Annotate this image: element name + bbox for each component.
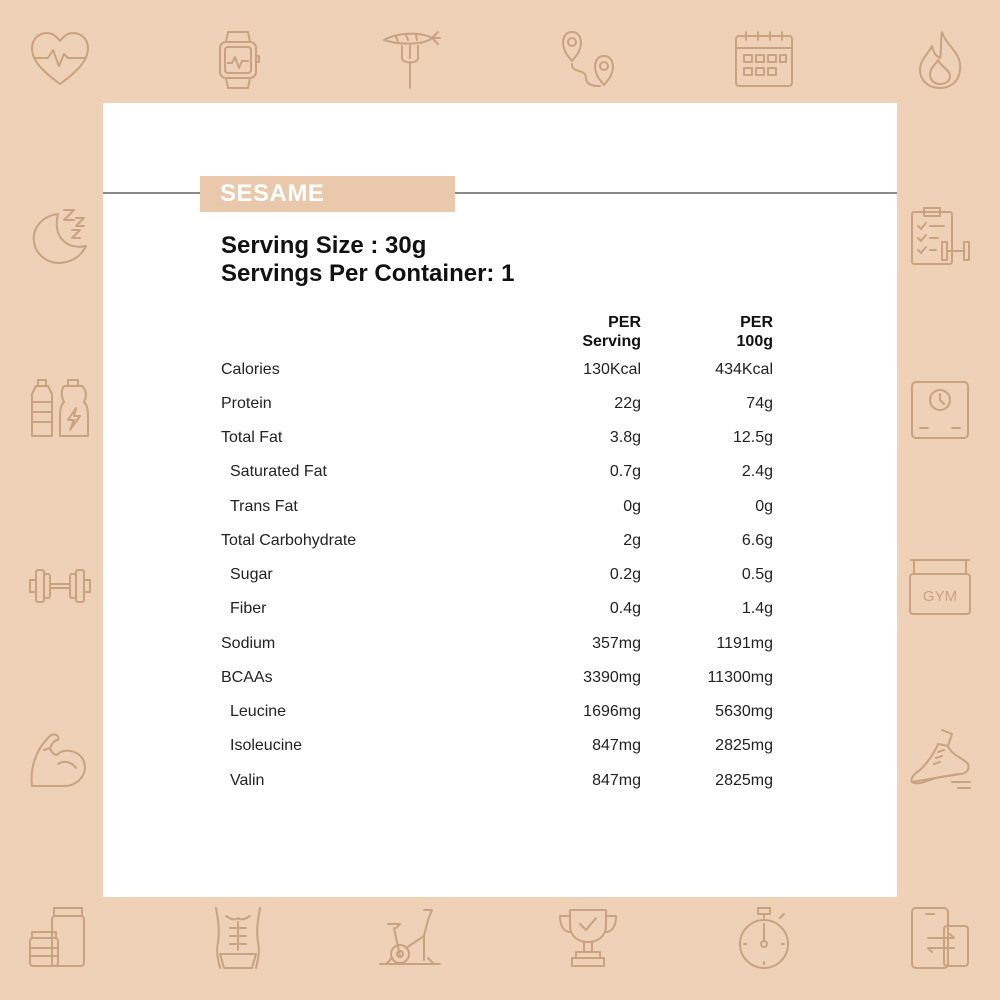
per-100g-value: 6.6g xyxy=(741,532,773,549)
nutrient-label: Isoleucine xyxy=(230,737,303,754)
per-100g-value: 5630mg xyxy=(715,703,773,720)
per-serving-value: 0g xyxy=(623,498,641,515)
calendar-icon xyxy=(732,28,796,92)
supplement-jars-icon xyxy=(28,906,92,970)
nutrient-label: Sodium xyxy=(221,635,276,652)
exercise-bike-icon xyxy=(378,906,442,970)
header-per-100g-line1: PER xyxy=(740,314,773,331)
header-per-100g xyxy=(737,313,773,351)
nutrition-card xyxy=(103,103,897,897)
table-row xyxy=(221,429,773,453)
per-100g-value: 0g xyxy=(755,498,773,515)
nutrient-label: Calories xyxy=(221,361,280,378)
nutrient-label: Fiber xyxy=(230,600,267,617)
table-row xyxy=(221,566,773,590)
table-row xyxy=(221,703,773,727)
nutrient-label: Leucine xyxy=(230,703,287,720)
per-100g-value: 1191mg xyxy=(716,635,773,652)
per-serving-value: 0.7g xyxy=(609,463,641,480)
bottles-icon xyxy=(28,378,92,442)
per-serving-value: 22g xyxy=(614,395,641,412)
nutrient-label: Protein xyxy=(221,395,272,412)
per-100g-value: 434Kcal xyxy=(715,361,773,378)
per-serving-value: 3390mg xyxy=(583,669,641,686)
product-tag xyxy=(200,176,455,212)
flame-icon xyxy=(908,28,972,92)
scale-icon xyxy=(908,378,972,442)
running-shoe-icon xyxy=(908,728,972,792)
nutrient-label: Valin xyxy=(230,772,265,789)
sleep-moon-icon xyxy=(28,204,92,268)
nutrient-label: Total Carbohydrate xyxy=(221,532,357,549)
per-serving-value: 357mg xyxy=(592,635,641,652)
per-serving-value: 1696mg xyxy=(583,703,641,720)
header-per-100g-line2: 100g xyxy=(736,333,773,350)
per-serving-value: 2g xyxy=(623,532,641,549)
product-name: SESAME xyxy=(220,180,325,207)
table-row xyxy=(221,772,773,796)
per-100g-value: 2825mg xyxy=(715,737,773,754)
nutrient-label: Sugar xyxy=(230,566,273,583)
carrot-fork-icon xyxy=(378,28,442,92)
header-per-serving xyxy=(582,313,641,351)
smartwatch-icon xyxy=(206,28,270,92)
per-100g-value: 0.5g xyxy=(741,566,773,583)
per-serving-value: 130Kcal xyxy=(583,361,641,378)
serving-size: Serving Size : 30g xyxy=(221,232,427,259)
table-row xyxy=(221,635,773,659)
phone-sync-icon xyxy=(908,906,972,970)
per-100g-value: 2.4g xyxy=(741,463,773,480)
per-serving-value: 0.2g xyxy=(609,566,641,583)
dumbbell-icon xyxy=(28,554,92,618)
route-pins-icon xyxy=(556,28,620,92)
servings-per-container: Servings Per Container: 1 xyxy=(221,260,515,287)
trophy-icon xyxy=(556,906,620,970)
table-row xyxy=(221,463,773,487)
per-serving-value: 847mg xyxy=(592,772,641,789)
stopwatch-icon xyxy=(732,906,796,970)
per-serving-value: 0.4g xyxy=(609,600,641,617)
per-100g-value: 11300mg xyxy=(707,669,773,686)
abs-torso-icon xyxy=(206,906,270,970)
table-row xyxy=(221,532,773,556)
nutrient-label: Total Fat xyxy=(221,429,283,446)
gym-sign-text: GYM xyxy=(922,588,958,605)
nutrient-label: Trans Fat xyxy=(230,498,298,515)
table-row xyxy=(221,669,773,693)
table-row xyxy=(221,395,773,419)
gym-sign-icon xyxy=(908,554,972,618)
header-per-serving-line1: PER xyxy=(608,314,641,331)
table-row xyxy=(221,600,773,624)
per-100g-value: 74g xyxy=(746,395,773,412)
header-per-serving-line2: Serving xyxy=(582,333,641,350)
nutrient-label: BCAAs xyxy=(221,669,273,686)
per-100g-value: 12.5g xyxy=(732,429,773,446)
serving-info xyxy=(221,232,514,288)
per-100g-value: 2825mg xyxy=(715,772,773,789)
nutrient-label: Saturated Fat xyxy=(230,463,327,480)
table-row xyxy=(221,737,773,761)
table-row xyxy=(221,498,773,522)
per-serving-value: 847mg xyxy=(592,737,641,754)
table-row xyxy=(221,361,773,385)
per-serving-value: 3.8g xyxy=(609,429,641,446)
heart-pulse-icon xyxy=(28,28,92,92)
clipboard-dumbbell-icon xyxy=(908,204,972,268)
bicep-icon xyxy=(28,728,92,792)
per-100g-value: 1.4g xyxy=(741,600,773,617)
